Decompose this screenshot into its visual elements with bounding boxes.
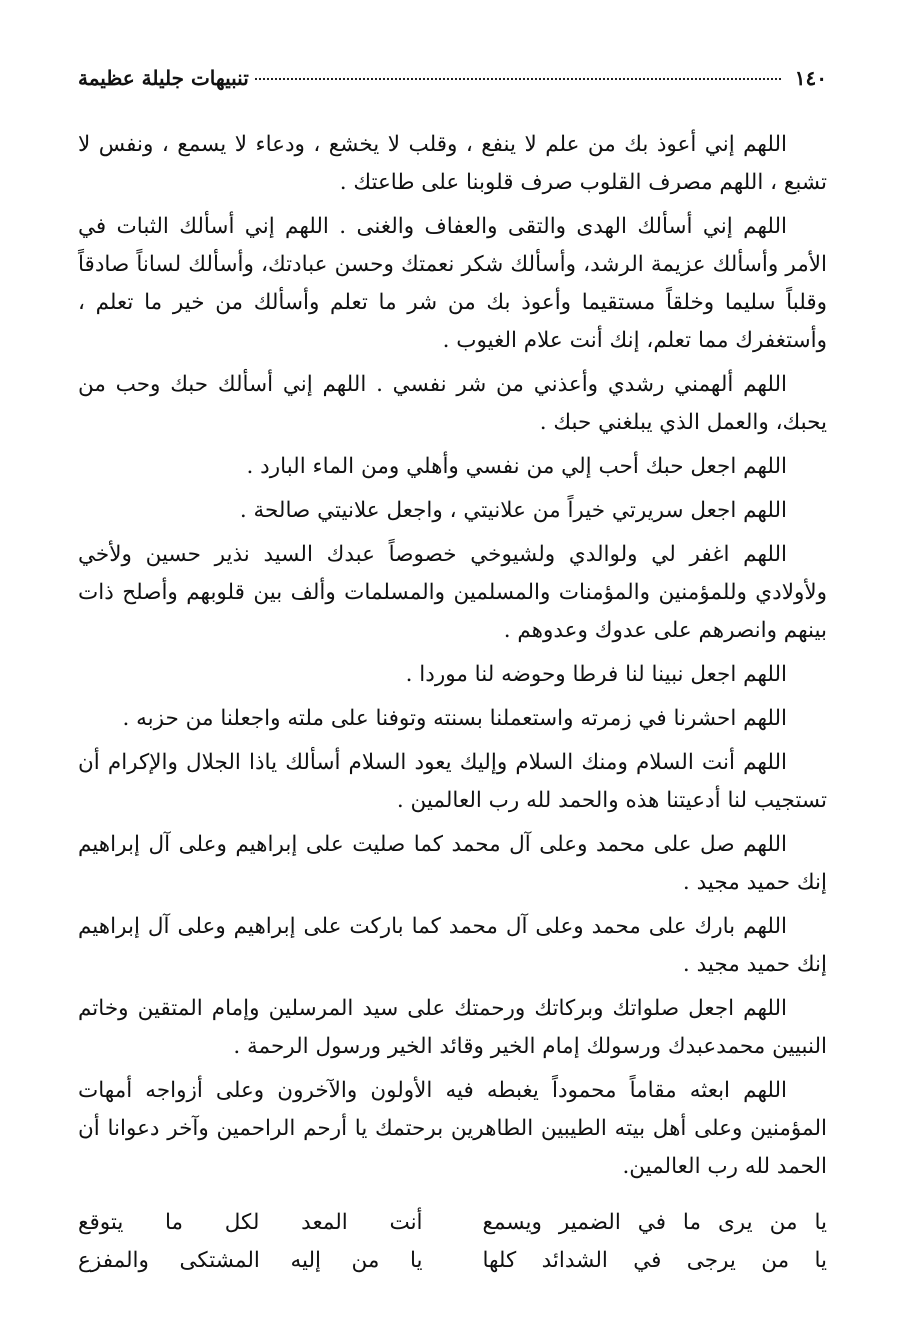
supplication-paragraph: اللهم اجعل سريرتي خيراً من علانيتي ، واجعل علانيتي صالحة . xyxy=(239,498,787,523)
verse-second-hemistich: أنت المعد لكل ما يتوقع xyxy=(78,1210,423,1235)
supplication-paragraph: اللهم اغفر لي ولوالدي ولشيوخي خصوصاً عبدك السيد نذير حسين ولأخي ولأولادي وللمؤمنين والمؤمنات والمسلمين والمسلمات وألف بين قلوبهم وأصلح ذات بينهم وانصرهم على عدوك وعدوهم . xyxy=(78,542,827,643)
poem-verse xyxy=(78,1242,827,1280)
supplication-paragraph: اللهم إني أعوذ بك من علم لا ينفع ، وقلب لا يخشع ، ودعاء لا يسمع ، ونفس لا تشبع ، اللهم مصرف القلوب صرف قلوبنا على طاعتك . xyxy=(78,132,827,195)
supplication-paragraph: اللهم صل على محمد وعلى آل محمد كما صليت على إبراهيم وعلى آل إبراهيم إنك حميد مجيد . xyxy=(78,832,827,895)
verse-first-hemistich: يا من يرى ما في الضمير ويسمع xyxy=(482,1210,827,1235)
supplication-paragraph: اللهم أنت السلام ومنك السلام وإليك يعود السلام أسألك ياذا الجلال والإكرام أن تستجيب لنا أدعيتنا هذه والحمد لله رب العالمين . xyxy=(78,750,827,813)
supplication-paragraph: اللهم اجعل نبينا لنا فرطا وحوضه لنا موردا . xyxy=(405,662,787,687)
supplication-paragraph: اللهم بارك على محمد وعلى آل محمد كما باركت على إبراهيم وعلى آل إبراهيم إنك حميد مجيد . xyxy=(78,914,827,977)
supplication-paragraph: اللهم ابعثه مقاماً محموداً يغبطه فيه الأولون والآخرون وعلى أزواجه أمهات المؤمنين وعلى أهل بيته الطيبين الطاهرين برحتمك يا أرحم الراحمين وآخر دعوانا أن الحمد لله رب العالمين. xyxy=(78,1078,827,1179)
supplication-paragraph: اللهم ألهمني رشدي وأعذني من شر نفسي . اللهم إني أسألك حبك وحب من يحبك، والعمل الذي يبلغني حبك . xyxy=(78,372,827,435)
running-title: تنبيهات جليلة عظيمة xyxy=(78,66,249,90)
supplication-paragraph: اللهم اجعل حبك أحب إلي من نفسي وأهلي ومن الماء البارد . xyxy=(246,454,787,479)
poem xyxy=(78,1204,827,1280)
page-number: ١٤٠ xyxy=(794,66,827,90)
poem-verse xyxy=(78,1204,827,1242)
supplication-paragraph: اللهم إني أسألك الهدى والتقى والعفاف والغنى . اللهم إني أسألك الثبات في الأمر وأسألك عزيمة الرشد، وأسألك شكر نعمتك وحسن عبادتك، وأسألك لساناً صادقاً وقلباً سليما وخلقاً مستقيما وأعوذ بك من شر ما تعلم وأسألك من خير ما تعلم ، وأستغفرك مما تعلم، إنك أنت علام الغيوب . xyxy=(78,214,827,353)
running-head xyxy=(78,66,827,100)
supplication-paragraph: اللهم اجعل صلواتك وبركاتك ورحمتك على سيد المرسلين وإمام المتقين وخاتم النبيين محمدعبدك ورسولك إمام الخير وقائد الخير ورسول الرحمة . xyxy=(78,996,827,1059)
verse-first-hemistich: يا من يرجى في الشدائد كلها xyxy=(482,1248,827,1273)
supplication-paragraph: اللهم احشرنا في زمرته واستعملنا بسنته وتوفنا على ملته واجعلنا من حزبه . xyxy=(122,706,787,731)
body-text xyxy=(78,126,827,1186)
dotted-leader xyxy=(255,78,781,80)
verse-second-hemistich: يا من إليه المشتكى والمفزع xyxy=(78,1248,423,1273)
